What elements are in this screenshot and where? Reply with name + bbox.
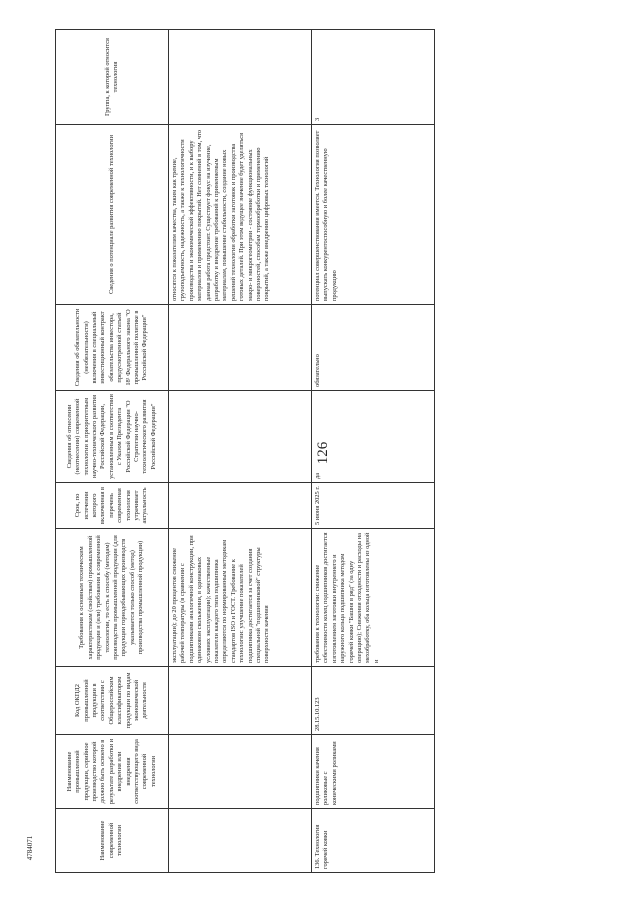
rotated-table-container bbox=[55, 30, 591, 873]
header-row bbox=[56, 30, 169, 873]
cell-requirements: требования к технологии: снижение себестоимости колец подшипников достигается изготовлением заготовки внутреннего и наружного кольца подшипника методом горячей ковки "Башня в ряд" (за одну операцию); Снижения отходности и расходы на мехобработку, оба кольца изготовлены из одной и bbox=[312, 529, 435, 667]
cell-group: 3 bbox=[312, 30, 435, 125]
cell-empty bbox=[169, 305, 312, 391]
header-potential: Сведения о потенциале развития современной технологии bbox=[56, 125, 169, 305]
cell-empty bbox=[169, 391, 312, 483]
cell-empty bbox=[169, 735, 312, 809]
table-row bbox=[312, 30, 435, 873]
cell-obligation: обязательно bbox=[312, 305, 435, 391]
continuation-row bbox=[169, 30, 312, 873]
header-technology: Наименование современной технологии bbox=[56, 809, 169, 873]
document-code: 4784071 bbox=[26, 835, 34, 861]
cell-empty bbox=[169, 809, 312, 873]
cell-technology bbox=[312, 809, 435, 873]
header-requirements: Требования к основным техническим характеристикам (свойствам) промышленной продукции и (или) требования к современной технологии, то есть к способу (методам) производства промышленной продукции (для продукции горнодобывающих производств указывается только способ (метод) производства промышленной продукции) bbox=[56, 529, 169, 667]
cell-deadline: 5 июня 2025 г. bbox=[312, 483, 435, 529]
page-number: 126 bbox=[315, 441, 331, 465]
cell-potential: потенциал совершенствования имеется. Технология позволяет выпускать конкурентоспособную и более качественную продукцию bbox=[312, 125, 435, 305]
cell-empty bbox=[169, 483, 312, 529]
cell-product: подшипники качения роликовые с коническими роликами bbox=[312, 735, 435, 809]
cell-potential-continued: относятся к показателям качества, таким как трение, грузоподъемность, надежность, а также к технологичности производства и экономической эффективности, и к выбору материалов и применению покрытий. Нет сомнений в том, что данная работа предстоит. Существует фокус на изучение, разработку и внедрение требований к применяемым материалам, повышение стабильности, создание новых решений технологии обработки заготовок и производства готовых деталей. При этом ведущее значение будет уделяться макро- и микрогеометрии - состояние функциональных поверхностей, способам термообработки и применению покрытий, а также внедрению цифровых технологий bbox=[169, 125, 312, 305]
technology-name: Технология горячей ковки bbox=[314, 824, 330, 869]
header-group: Группа, к которой относится технология bbox=[56, 30, 169, 125]
header-priority: Сведения об отнесении (неотнесении) современной технологии к приоритетным научно-технического развития Российской Федерации, установленным в соответствии с Указом Президента Российской Федерации "О Стратегии научно-технологического развития Российской Федерации" bbox=[56, 391, 169, 483]
cell-empty bbox=[169, 667, 312, 735]
cell-okpd2: 28.15.10.123 bbox=[312, 667, 435, 735]
cell-priority: да bbox=[312, 391, 435, 483]
row-number: 136. bbox=[314, 857, 321, 869]
header-okpd2: Код ОКПД2 промышленной продукции в соответствии с Общероссийским классификатором продукции по видам экономической деятельности bbox=[56, 667, 169, 735]
cell-requirements-continued: эксплуатации); до 20 процентов снижение рабочей температуры (в сравнении с подшипниками аналогичной конструкции, при одинаковом скольжении, в одинаковых условиях эксплуатации); качественные показатели каждого типа подшипника определяются по нормированным методикам стандартов ISO и ГОСТ. Требование к технологии: улучшение показателей подшипника достигается за счет создания специальной "подшипниковой" структуры поверхности качения bbox=[169, 529, 312, 667]
cell-empty bbox=[169, 30, 312, 125]
header-product: Наименование промышленной продукции, серийное производство которой должно быть освоено в результате разработки и внедрения или внедрения соответствующего вида современной технологии bbox=[56, 735, 169, 809]
header-deadline: Срок, по истечении которого включенная в перечень современная технология утрачивает актуальность bbox=[56, 483, 169, 529]
header-obligation: Сведения об обязательности (необязательности) включения в специальный инвестиционный контракт обязательства инвестора, предусмотренной статьей 18¹ Федерального закона "О промышленной политике в Российской Федерации" bbox=[56, 305, 169, 391]
technology-table bbox=[55, 29, 435, 873]
